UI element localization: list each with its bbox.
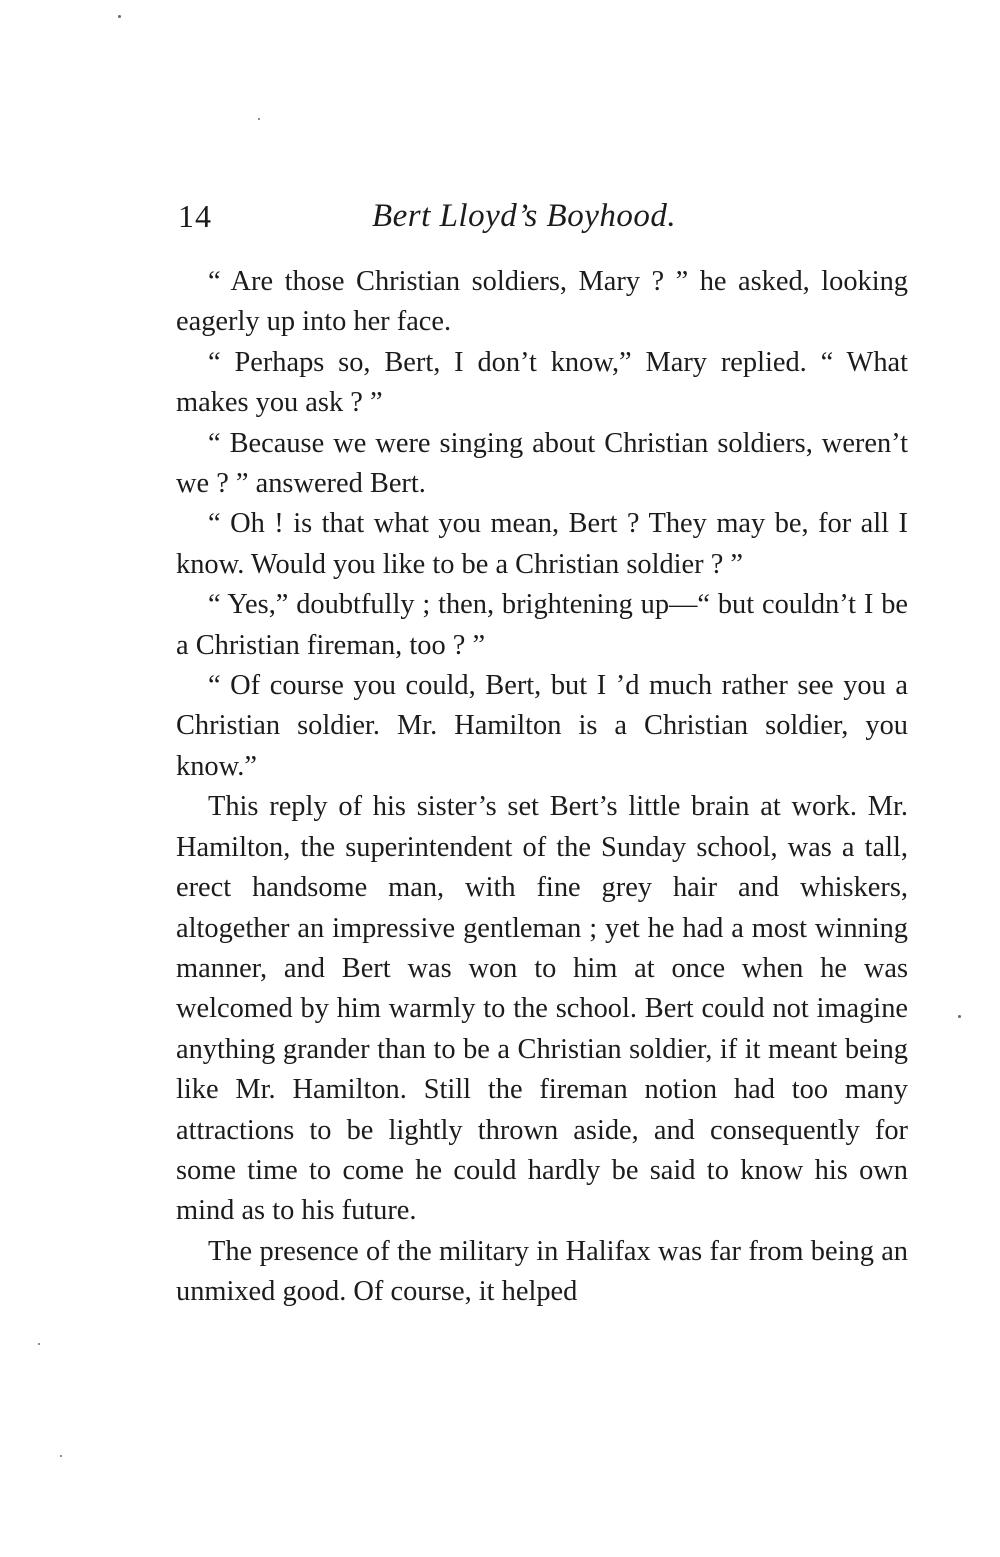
paragraph: “ Because we were singing about Christian soldiers, weren’t we ? ” answered Bert. [176, 427, 908, 500]
paper-speck [258, 118, 260, 120]
running-title: Bert Lloyd’s Boyhood. [372, 198, 677, 234]
paragraph: “ Are those Christian soldiers, Mary ? ” he asked, looking eagerly up into her face. [176, 266, 908, 338]
paragraph: “ Yes,” doubtfully ; then, brightening up—“ but couldn’t I be a Christian fireman, too ? ” [176, 589, 908, 661]
page-number: 14 [178, 198, 212, 234]
paper-speck [118, 15, 121, 18]
paragraph: The presence of the military in Halifax was far from being an unmixed good. Of course, it helped [176, 1235, 908, 1308]
page-header [178, 188, 908, 244]
paragraph: “ Of course you could, Bert, but I ’d much rather see you a Christian soldier. Mr. Hamilton is a Christian soldier, you know.” [176, 670, 908, 782]
paragraph: This reply of his sister’s set Bert’s little brain at work. Mr. Hamilton, the superintendent of the Sunday school, was a tall, erect handsome man, with fine grey hair and whiskers, altogether an impressive gentleman ; yet he had a most winning manner, and Bert was won to him at once when he was welcomed by him warmly to the school. Bert could not imagine anything grander than to be a Christian soldier, if it meant being like Mr. Hamilton. Still the fireman notion had too many attractions to be lightly thrown aside, and consequently for some time to come he could hardly be said to know his own mind as to his future. [176, 791, 908, 1227]
paper-speck [60, 1455, 62, 1457]
paragraph: “ Perhaps so, Bert, I don’t know,” Mary replied. “ What makes you ask ? ” [176, 346, 908, 419]
paragraph: “ Oh ! is that what you mean, Bert ? They may be, for all I know. Would you like to be a Christian soldier ? ” [176, 508, 908, 580]
body-text [176, 262, 908, 1313]
paper-speck [38, 1343, 40, 1345]
paper-speck [958, 1015, 961, 1018]
